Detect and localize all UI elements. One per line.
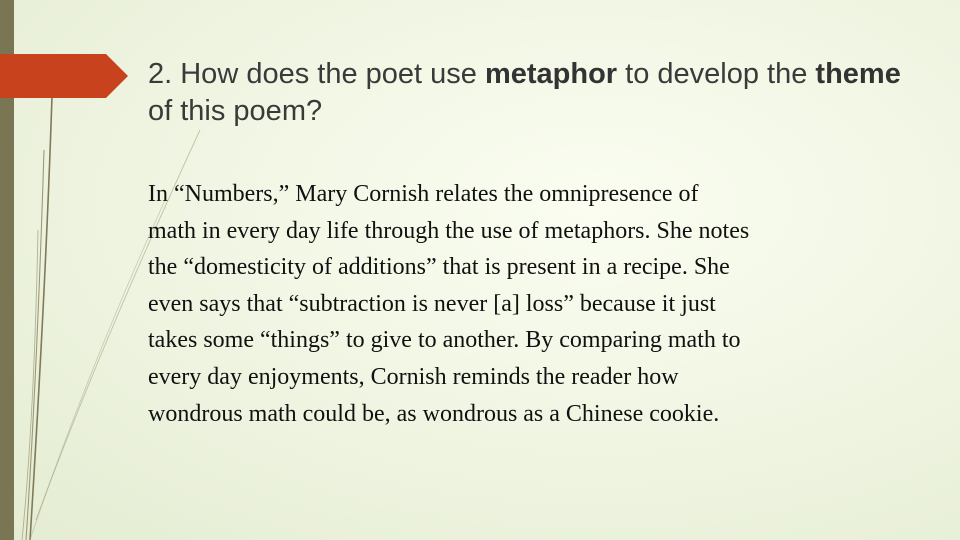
title-keyword-metaphor: metaphor <box>484 58 618 90</box>
title-text: of this poem? <box>148 95 323 127</box>
body-line: In “Numbers,” Mary Cornish relates the omnipresence of <box>148 181 699 207</box>
title-keyword-theme: theme <box>815 58 901 90</box>
body-line: wondrous math could be, as wondrous as a Chinese cookie. <box>148 400 720 427</box>
body-line: takes some “things” to give to another. By comparing math to <box>148 327 741 354</box>
title-text: 2. How does the poet use <box>148 58 485 90</box>
title-text: to develop the <box>617 58 816 90</box>
body-line: the “domesticity of additions” that is present in a recipe. She <box>148 254 730 281</box>
body-line: every day enjoyments, Cornish reminds the reader how <box>148 363 679 390</box>
accent-arrow-icon <box>0 54 128 98</box>
body-line: math in every day life through the use of metaphors. She notes <box>148 217 750 244</box>
slide-body <box>148 176 928 432</box>
slide-title <box>148 56 908 130</box>
body-line: even says that “subtraction is never [a] loss” because it just <box>148 290 716 317</box>
